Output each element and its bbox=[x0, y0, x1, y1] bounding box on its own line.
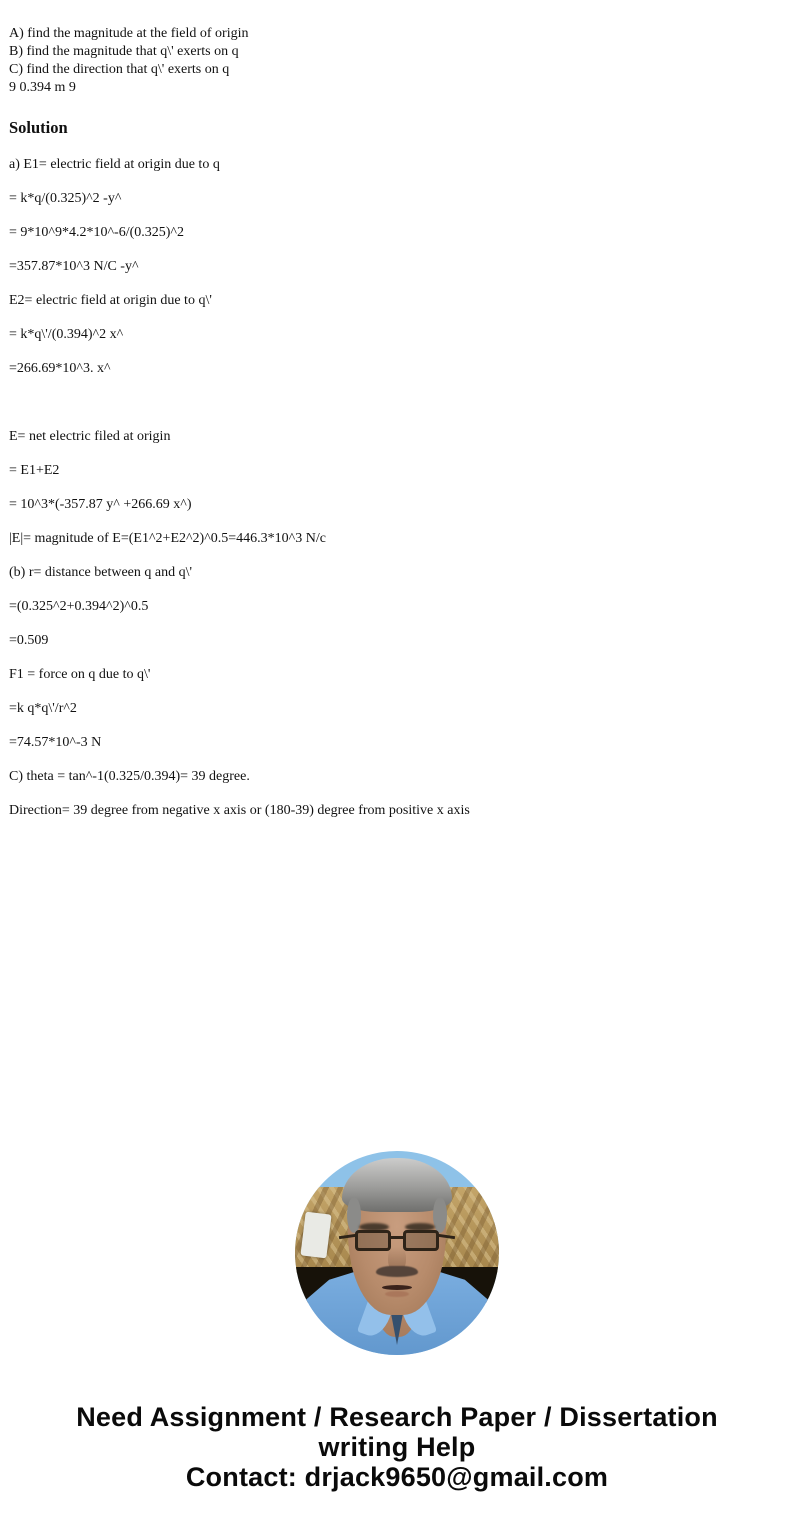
footer-line-2: writing Help bbox=[318, 1432, 476, 1462]
solution-paragraph: = E1+E2 bbox=[9, 463, 60, 478]
solution-paragraph: =266.69*10^3. x^ bbox=[9, 361, 111, 376]
question-line: A) find the magnitude at the field of origin bbox=[9, 26, 249, 41]
solution-paragraph: |E|= magnitude of E=(E1^2+E2^2)^0.5=446.3*10^3 N/c bbox=[9, 531, 326, 546]
question-line: C) find the direction that q\' exerts on q bbox=[9, 62, 230, 77]
avatar-lip bbox=[385, 1291, 409, 1297]
question-line: 9 0.394 m 9 bbox=[9, 80, 76, 95]
solution-paragraph: = k*q/(0.325)^2 -y^ bbox=[9, 191, 122, 206]
solution-paragraph: =k q*q\'/r^2 bbox=[9, 701, 77, 716]
solution-paragraph: C) theta = tan^-1(0.325/0.394)= 39 degree. bbox=[9, 769, 250, 784]
solution-paragraph: = k*q\'/(0.394)^2 x^ bbox=[9, 327, 124, 342]
avatar-glasses-bridge bbox=[389, 1236, 405, 1239]
footer-line-1: Need Assignment / Research Paper / Dissertation bbox=[76, 1402, 718, 1432]
solution-body bbox=[9, 156, 470, 836]
solution-paragraph: E= net electric filed at origin bbox=[9, 429, 171, 444]
footer-promo bbox=[0, 1402, 794, 1492]
solution-paragraph: = 10^3*(-357.87 y^ +266.69 x^) bbox=[9, 497, 192, 512]
solution-paragraph: =357.87*10^3 N/C -y^ bbox=[9, 259, 139, 274]
solution-paragraph: =74.57*10^-3 N bbox=[9, 735, 102, 750]
solution-paragraph: a) E1= electric field at origin due to q bbox=[9, 157, 220, 172]
question-line: B) find the magnitude that q\' exerts on q bbox=[9, 44, 239, 59]
avatar-hair-side-right bbox=[433, 1197, 447, 1233]
solution-paragraph-blank bbox=[9, 394, 470, 412]
solution-paragraph: E2= electric field at origin due to q\' bbox=[9, 293, 212, 308]
solution-paragraph: = 9*10^9*4.2*10^-6/(0.325)^2 bbox=[9, 225, 184, 240]
avatar-glasses-right-lens bbox=[403, 1230, 439, 1251]
solution-paragraph: =(0.325^2+0.394^2)^0.5 bbox=[9, 599, 149, 614]
solution-paragraph: Direction= 39 degree from negative x axis or (180-39) degree from positive x axis bbox=[9, 803, 470, 818]
solution-heading: Solution bbox=[9, 118, 68, 137]
avatar-mouth bbox=[382, 1285, 412, 1290]
question-block bbox=[9, 25, 249, 97]
avatar-glasses-left-lens bbox=[355, 1230, 391, 1251]
tutor-avatar bbox=[295, 1151, 499, 1355]
solution-paragraph: F1 = force on q due to q\' bbox=[9, 667, 151, 682]
avatar-mustache bbox=[376, 1266, 418, 1277]
solution-paragraph: =0.509 bbox=[9, 633, 49, 648]
solution-paragraph: (b) r= distance between q and q\' bbox=[9, 565, 193, 580]
footer-contact-email: Contact: drjack9650@gmail.com bbox=[185, 1462, 609, 1492]
avatar-switch-panel bbox=[300, 1212, 331, 1259]
